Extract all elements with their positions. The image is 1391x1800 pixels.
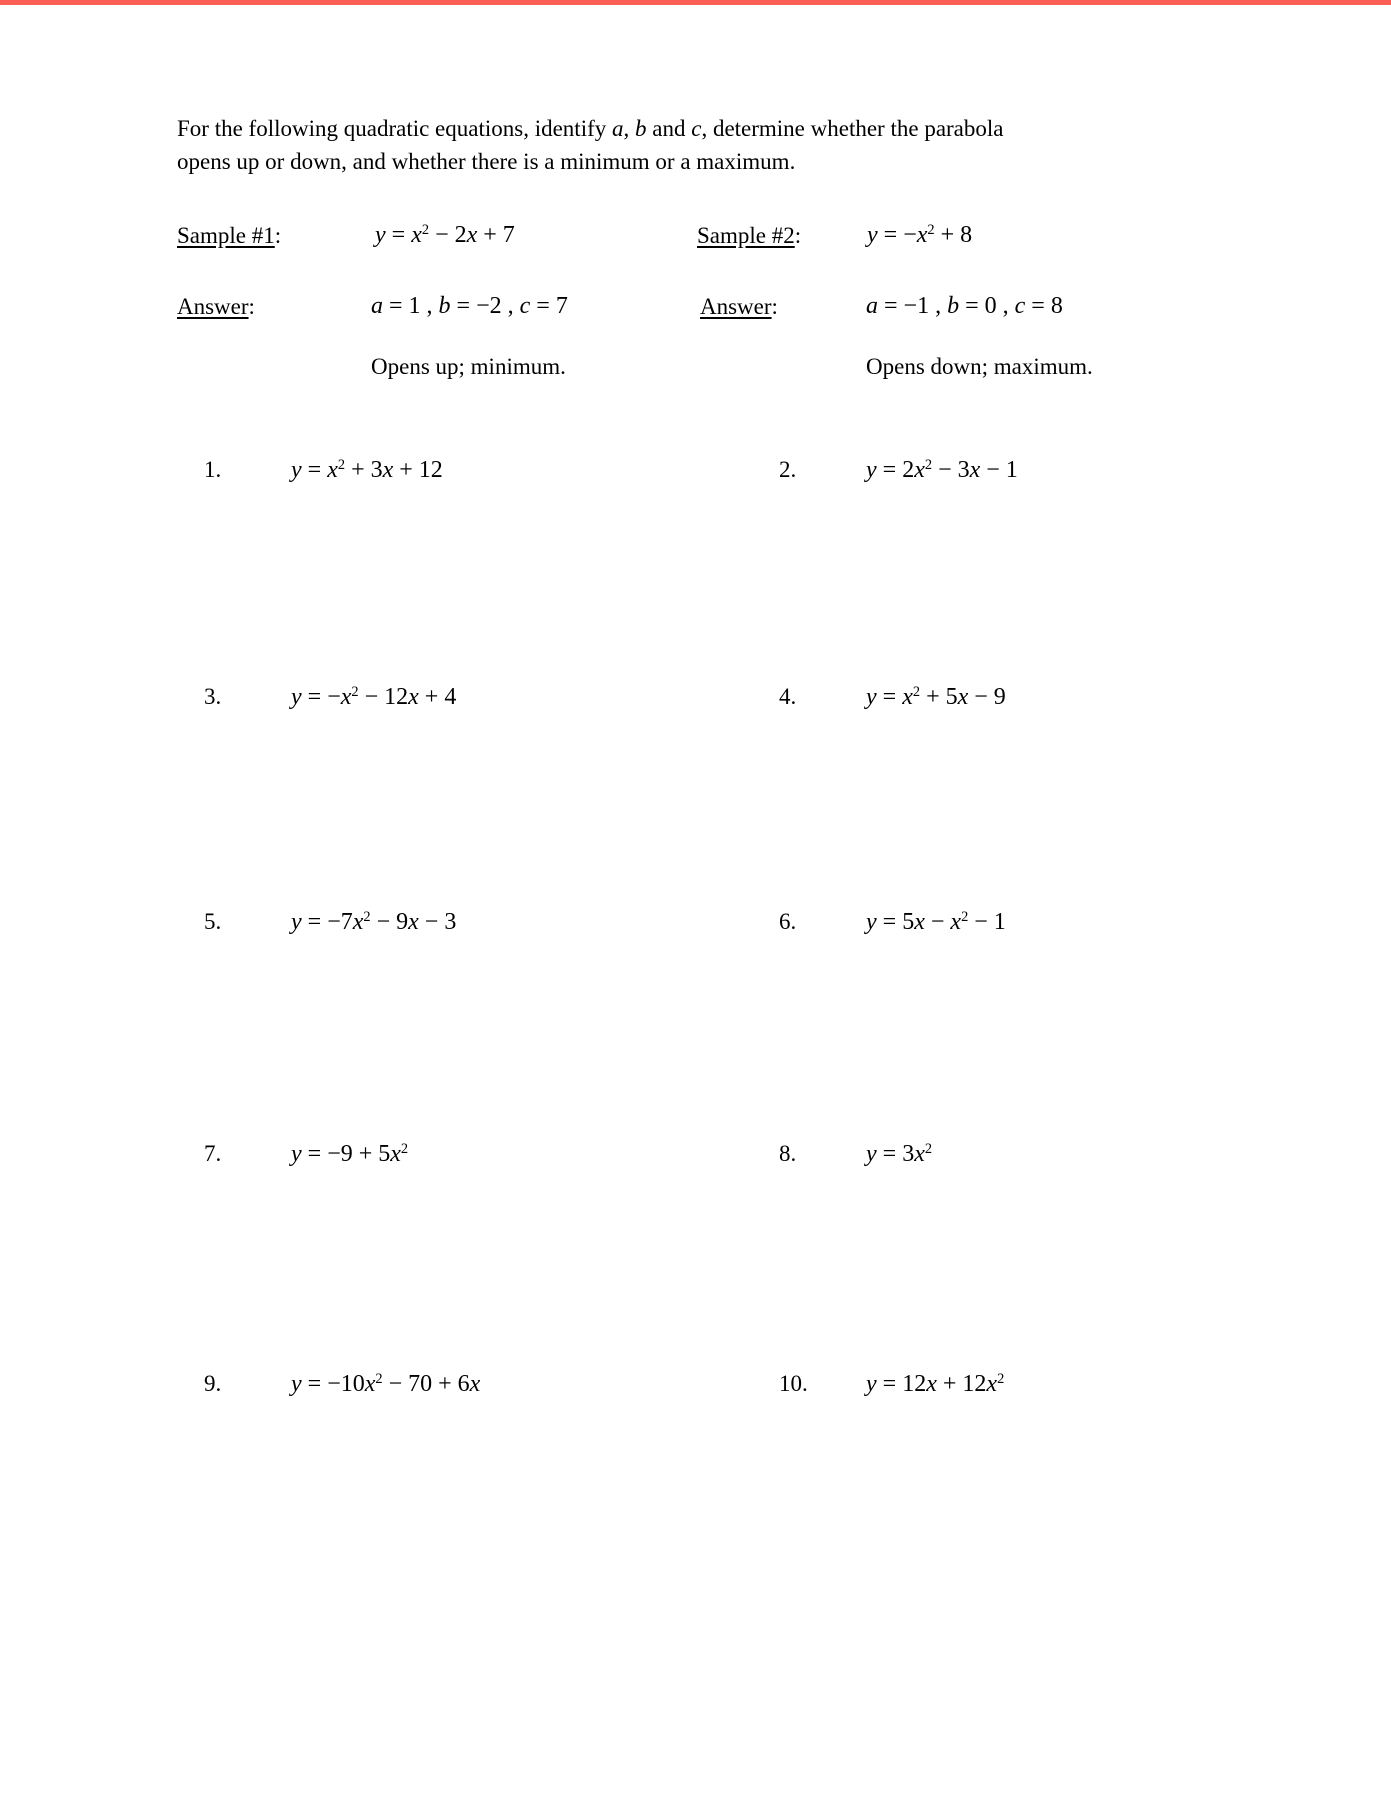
- problem-4-number: 4.: [779, 684, 797, 709]
- sample2-label-text: Sample #2: [697, 223, 795, 248]
- problem-9-equation: $y = -10x^2 - 70 + 6x$: [291, 1371, 481, 1397]
- sample1-behavior: Opens up; minimum.: [371, 354, 566, 379]
- problem-5-number: 5.: [204, 909, 222, 934]
- problem-2: [779, 455, 1018, 486]
- instructions-sep-ab: ,: [623, 116, 635, 141]
- instructions-paragraph: [177, 112, 1077, 178]
- instructions-line1-part1: For the following quadratic equations, identify: [177, 116, 612, 141]
- sample2-answer-label-text: Answer: [700, 294, 772, 319]
- sample1-answer-values: a = 1 , b = −2 , c = 7: [371, 293, 568, 319]
- sample2-answer-label-colon: :: [771, 294, 778, 319]
- problem-10: [779, 1369, 1004, 1400]
- problem-3-equation: $y = -x^2 - 12x + 4$: [291, 684, 457, 710]
- problem-2-equation: $y = 2x^2 - 3x - 1$: [866, 457, 1018, 483]
- sample1-label-text: Sample #1: [177, 223, 275, 248]
- problem-6-number: 6.: [779, 909, 797, 934]
- problem-9-number: 9.: [204, 1371, 222, 1396]
- problem-10-equation: $y = 12x + 12x^2$: [866, 1371, 1005, 1397]
- variable-c: c: [691, 116, 702, 141]
- problem-8: [779, 1139, 932, 1170]
- problem-8-equation: $y = 3x^2$: [866, 1141, 933, 1167]
- sample2-equation: $y = -x^2 + 8$: [867, 222, 973, 248]
- problem-8-number: 8.: [779, 1141, 797, 1166]
- sample1-label: [177, 221, 281, 251]
- problem-10-number: 10.: [779, 1371, 808, 1396]
- problem-1-equation: $y = x^2 + 3x + 12$: [291, 457, 443, 483]
- variable-b: b: [635, 116, 647, 141]
- sample1-equation: $y = x^2 - 2x + 7$: [375, 222, 515, 248]
- problem-5-equation: $y = -7x^2 - 9x - 3$: [291, 909, 457, 935]
- sample1-answer-label-text: Answer: [177, 294, 249, 319]
- problem-1-number: 1.: [204, 457, 222, 482]
- sample2-behavior: Opens down; maximum.: [866, 354, 1093, 379]
- instructions-line2: opens up or down, and whether there is a minimum or a maximum.: [177, 149, 796, 174]
- sample2-answer-values: a = −1 , b = 0 , c = 8: [866, 293, 1063, 319]
- sample2-label-colon: :: [794, 223, 802, 248]
- problem-3: [204, 682, 456, 713]
- sample2-label: [697, 221, 801, 251]
- problem-7: [204, 1139, 408, 1170]
- sample2-answer-label: [700, 292, 778, 322]
- sample1-answer-label-colon: :: [248, 294, 255, 319]
- sample1-answer-label: [177, 292, 255, 322]
- variable-a: a: [612, 116, 624, 141]
- problem-7-equation: $y = -9 + 5x^2$: [291, 1141, 409, 1167]
- problem-5: [204, 907, 456, 938]
- problem-3-number: 3.: [204, 684, 222, 709]
- top-edge-bar: [0, 0, 1391, 5]
- problem-6-equation: $y = 5x - x^2 - 1$: [866, 909, 1006, 935]
- sample1-label-colon: :: [274, 223, 282, 248]
- problem-4: [779, 682, 1006, 713]
- instructions-line1-part2: , determine whether the parabola: [701, 116, 1004, 141]
- problem-2-number: 2.: [779, 457, 797, 482]
- instructions-sep-bc: and: [646, 116, 692, 141]
- problem-1: [204, 455, 443, 486]
- problem-9: [204, 1369, 480, 1400]
- problem-6: [779, 907, 1006, 938]
- problem-7-number: 7.: [204, 1141, 222, 1166]
- problem-4-equation: $y = x^2 + 5x - 9$: [866, 684, 1006, 710]
